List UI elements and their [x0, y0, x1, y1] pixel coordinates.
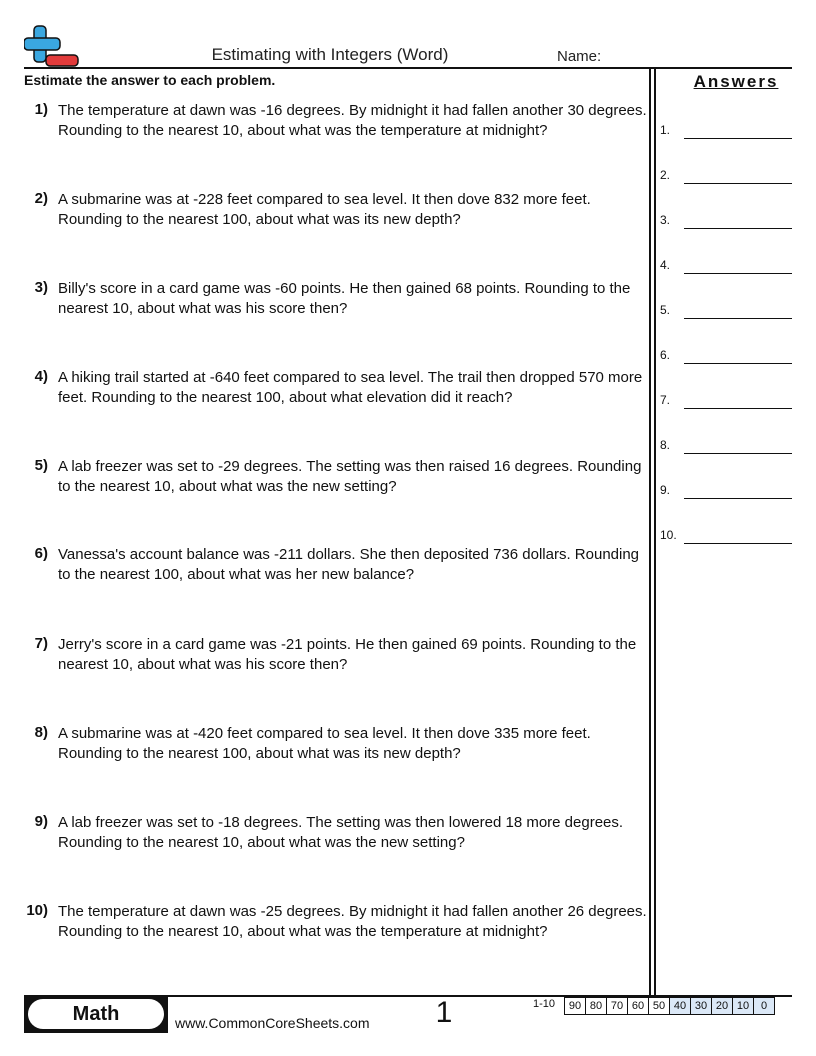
problem-number: 9) — [34, 813, 48, 830]
answer-row[interactable] — [660, 479, 792, 499]
problem-text: Jerry's score in a card game was -21 points. He then gained 69 points. Rounding to the nearest 10, about what was his score then? — [58, 636, 637, 673]
page-number: 1 — [435, 996, 453, 1029]
answer-row[interactable] — [660, 344, 792, 364]
problem-number: 2) — [34, 190, 48, 207]
answer-line — [684, 498, 792, 499]
answer-line — [684, 543, 792, 544]
answer-number: 5. — [660, 303, 671, 317]
score-cell: 40 — [670, 998, 691, 1014]
problem-number: 4) — [34, 368, 48, 385]
answer-line — [684, 453, 792, 454]
answer-number: 7. — [660, 393, 671, 407]
problem-text: Billy's score in a card game was -60 points. He then gained 68 points. Rounding to the nearest 10, about what was his score then? — [58, 280, 631, 317]
problem-number: 3) — [34, 279, 48, 296]
score-cell: 70 — [607, 998, 628, 1014]
subject-badge — [24, 997, 168, 1033]
score-range-label: 1-10 — [533, 998, 556, 1010]
problem-text: The temperature at dawn was -25 degrees. By midnight it had fallen another 26 degrees. Rounding to the nearest 10, about what was the temperature at midnight? — [58, 903, 647, 940]
problem-text: A lab freezer was set to -18 degrees. The setting was then lowered 18 more degrees. Rounding to the nearest 10, about what was the new setting? — [58, 814, 624, 851]
problem-number: 6) — [34, 545, 48, 562]
answer-line — [684, 273, 792, 274]
answer-number: 3. — [660, 213, 671, 227]
problem-number: 7) — [34, 635, 48, 652]
answer-number: 4. — [660, 258, 671, 272]
answer-line — [684, 363, 792, 364]
problem-number: 5) — [34, 457, 48, 474]
problem-number: 1) — [34, 101, 48, 118]
answer-line — [684, 318, 792, 319]
column-divider — [649, 68, 651, 996]
score-cell: 90 — [565, 998, 586, 1014]
subject-label: Math — [28, 999, 164, 1029]
answer-row[interactable] — [660, 209, 792, 229]
answer-row[interactable] — [660, 389, 792, 409]
answer-number: 2. — [660, 168, 671, 182]
score-cell: 50 — [649, 998, 670, 1014]
answer-number: 9. — [660, 483, 671, 497]
problem-text: A hiking trail started at -640 feet compared to sea level. The trail then dropped 570 more feet. Rounding to the nearest 100, about what elevation did it reach? — [58, 369, 643, 406]
answer-row[interactable] — [660, 119, 792, 139]
score-cell: 10 — [733, 998, 754, 1014]
plus-minus-logo-icon — [24, 24, 80, 68]
problem-text: A lab freezer was set to -29 degrees. The setting was then raised 16 degrees. Rounding to the nearest 10, about what was the new setting? — [58, 458, 642, 495]
problem-text: A submarine was at -228 feet compared to sea level. It then dove 832 more feet. Rounding to the nearest 100, about what was its new depth? — [58, 191, 591, 228]
score-table — [564, 997, 775, 1015]
answer-row[interactable] — [660, 524, 792, 544]
answer-line — [684, 183, 792, 184]
answer-number: 8. — [660, 438, 671, 452]
answer-row[interactable] — [660, 254, 792, 274]
answer-row[interactable] — [660, 299, 792, 319]
website-link[interactable]: www.CommonCoreSheets.com — [175, 1015, 370, 1031]
column-divider — [654, 68, 656, 996]
page-title: Estimating with Integers (Word) — [211, 45, 449, 64]
problem-text: The temperature at dawn was -16 degrees. By midnight it had fallen another 30 degrees. Rounding to the nearest 10, about what was the temperature at midnight? — [58, 102, 647, 139]
answer-line — [684, 138, 792, 139]
score-cell: 30 — [691, 998, 712, 1014]
problem-number: 8) — [34, 724, 48, 741]
answer-row[interactable] — [660, 434, 792, 454]
answer-line — [684, 408, 792, 409]
instructions: Estimate the answer to each problem. — [24, 72, 276, 88]
score-cell: 20 — [712, 998, 733, 1014]
problem-text: A submarine was at -420 feet compared to sea level. It then dove 335 more feet. Rounding to the nearest 100, about what was its new depth? — [58, 725, 591, 762]
problem-number: 10) — [26, 902, 48, 919]
problem-text: Vanessa's account balance was -211 dollars. She then deposited 736 dollars. Rounding to the nearest 100, about what was her new balance? — [58, 546, 640, 583]
answer-number: 6. — [660, 348, 671, 362]
answer-line — [684, 228, 792, 229]
answer-row[interactable] — [660, 164, 792, 184]
answer-number: 1. — [660, 123, 671, 137]
answer-number: 10. — [660, 528, 677, 542]
score-cell: 0 — [754, 998, 774, 1014]
score-cell: 80 — [586, 998, 607, 1014]
header-divider — [24, 67, 792, 69]
answers-heading: Answers — [693, 72, 779, 91]
score-cell: 60 — [628, 998, 649, 1014]
name-label: Name: — [557, 48, 602, 65]
